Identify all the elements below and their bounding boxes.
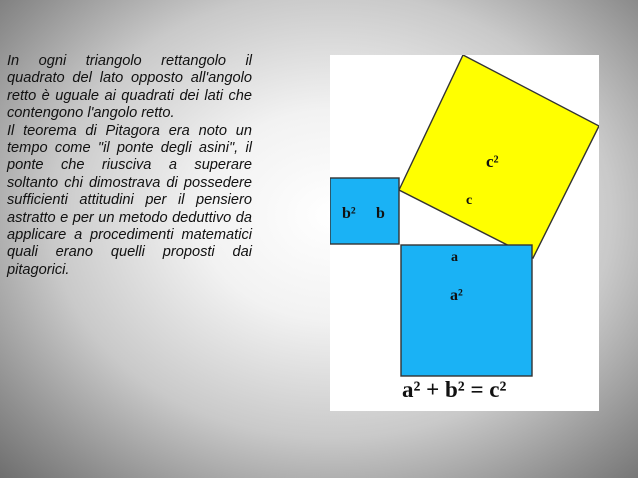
label-c: c	[466, 193, 473, 208]
label-b2: b²	[342, 205, 356, 222]
label-b: b	[376, 205, 385, 222]
pythagoras-diagram	[330, 55, 599, 411]
square-c	[399, 55, 599, 258]
label-a: a	[451, 250, 458, 265]
formula: a² + b² = c²	[402, 377, 507, 402]
label-a2: a²	[450, 287, 463, 304]
square-b	[330, 178, 399, 244]
pythagoras-figure	[330, 55, 599, 411]
label-c2: c²	[486, 152, 499, 171]
paragraph-definition: In ogni triangolo rettangolo il quadrato del lato opposto all'angolo retto è uguale ai quadrati dei lati che contengono l'angolo retto.	[7, 53, 252, 122]
square-a	[401, 245, 532, 376]
paragraph-history: Il teorema di Pitagora era noto un tempo come "il ponte degli asini", il ponte che riusciva a superare soltanto chi dimostrava di possedere sufficienti attitudini per il pensiero astratto e per un metodo deduttivo da applicare a procedimenti matematici quali erano quelli proposti dai pitagorici.	[7, 122, 252, 278]
theorem-text	[7, 53, 252, 279]
